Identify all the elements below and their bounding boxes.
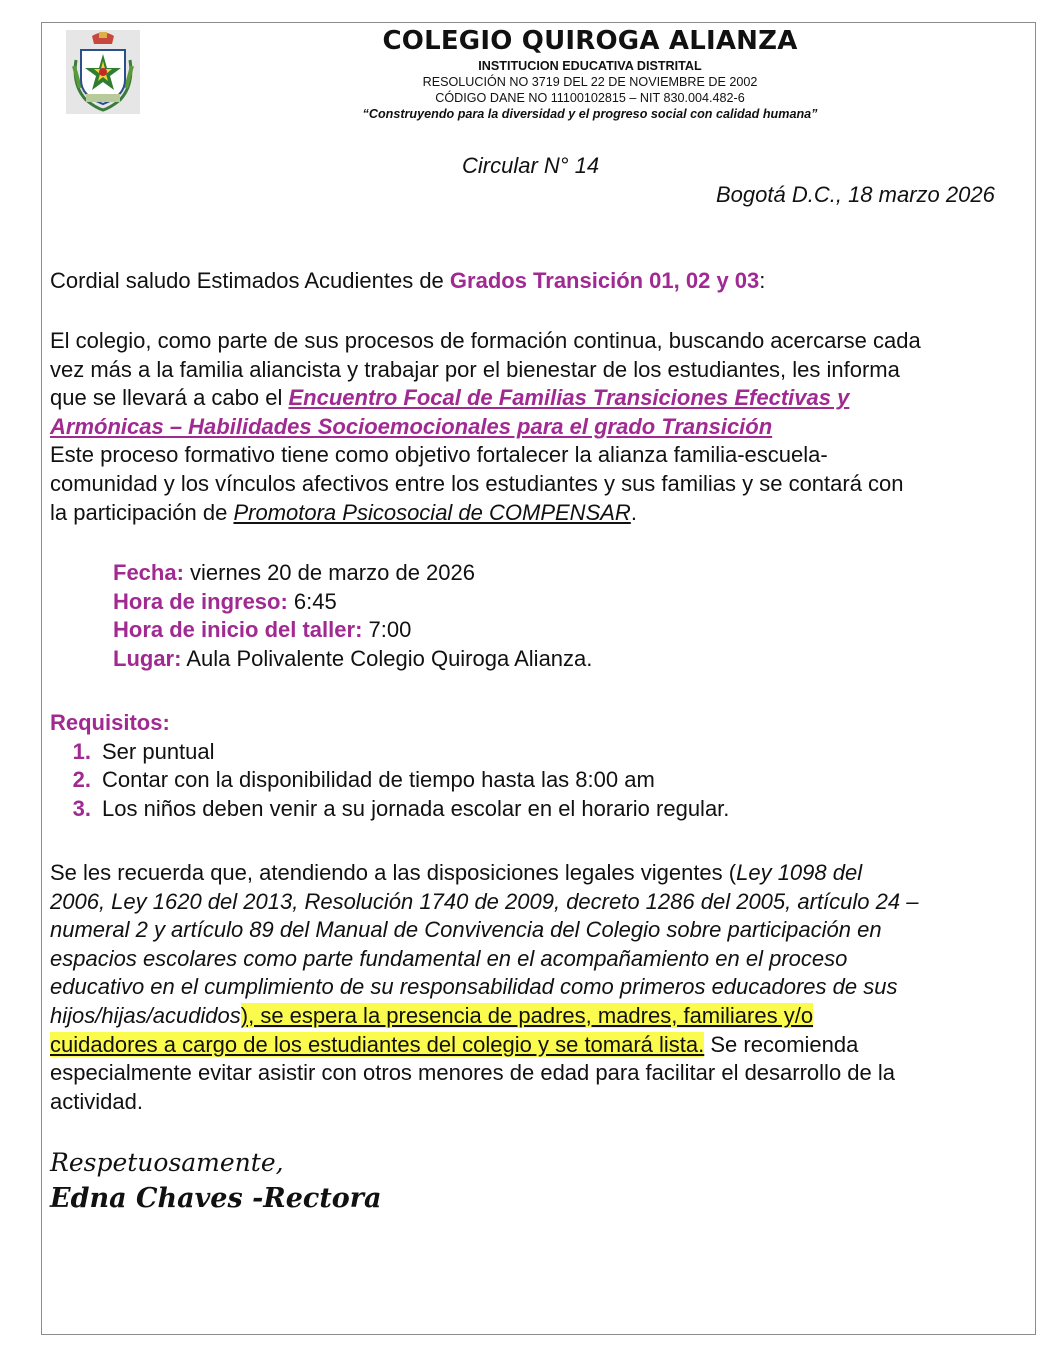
detail-row [113, 645, 1059, 674]
reminder-text: Se recomienda [704, 1031, 859, 1057]
legal-reference: espacios escolares como parte fundamental en el acompañamiento en el proceso [50, 945, 848, 971]
closing-salutation: Respetuosamente, [50, 1148, 284, 1177]
greeting-prefix: Cordial saludo Estimados Acudientes de [50, 268, 450, 293]
resolution-line: RESOLUCIÓN NO 3719 DEL 22 DE NOVIEMBRE DE 2002 [422, 75, 758, 89]
list-text: Los niños deben venir a su jornada escolar en el horario regular. [102, 795, 730, 821]
reminder-text: Se les recuerda que, atendiendo a las disposiciones legales vigentes ( [50, 860, 737, 885]
promotora-name: Promotora Psicosocial de COMPENSAR [233, 499, 631, 525]
legal-reference: numeral 2 y artículo 89 del Manual de Convivencia del Colegio sobre participación en [50, 917, 882, 943]
greeting [50, 267, 1035, 296]
list-text: Contar con la disponibilidad de tiempo hasta las 8:00 am [102, 767, 655, 793]
requirements-title: Requisitos: [50, 710, 170, 735]
list-number: 2. [72, 767, 91, 793]
intro-line: vez más a la familia aliancista y trabajar por el bienestar de los estudiantes, les informa [50, 356, 900, 382]
legal-reference: educativo en el cumplimiento de su responsabilidad como primeros educadores de sus [50, 974, 898, 1000]
intro-period: . [630, 499, 637, 525]
signatory-name: Edna Chaves -Rectora [50, 1183, 382, 1214]
list-text: Ser puntual [102, 738, 215, 764]
school-motto: “Construyendo para la diversidad y el progreso social con calidad humana” [362, 107, 818, 121]
intro-line: Este proceso formativo tiene como objetivo fortalecer la alianza familia-escuela- [50, 442, 828, 468]
circular-number: Circular N° 14 [462, 153, 600, 178]
list-number: 3. [72, 795, 91, 821]
detail-label: Hora de inicio del taller: [113, 617, 363, 643]
greeting-suffix: : [759, 268, 766, 293]
page-border [41, 22, 1036, 1335]
intro-line: comunidad y los vínculos afectivos entre los estudiantes y sus familias y se contará con [50, 470, 904, 496]
requirements-section [50, 709, 1035, 823]
intro-line: que se llevará a cabo el [50, 385, 289, 411]
list-item [50, 738, 1035, 767]
highlighted-text: cuidadores a cargo de los estudiantes del colegio y se tomará lista. [50, 1031, 705, 1057]
detail-value: 7:00 [362, 617, 412, 643]
greeting-grades: Grados Transición 01, 02 y 03 [449, 268, 760, 293]
detail-row [113, 616, 1059, 645]
detail-value: viernes 20 de marzo de 2026 [183, 560, 475, 585]
detail-label: Fecha: [113, 560, 184, 585]
detail-label: Lugar: [113, 645, 182, 671]
circular-date: Bogotá D.C., 18 marzo 2026 [716, 182, 995, 207]
reminder-text: especialmente evitar asistir con otros menores de edad para facilitar el desarrollo de la [50, 1060, 895, 1086]
detail-value: 6:45 [287, 588, 337, 614]
legal-reference: hijos/hijas/acudidos [50, 1002, 241, 1028]
event-details [113, 559, 1059, 673]
school-name: COLEGIO QUIROGA ALIANZA [382, 26, 798, 56]
intro-line: El colegio, como parte de sus procesos de formación continua, buscando acercarse cada [50, 328, 921, 353]
event-title-link: Armónicas – Habilidades Socioemocionales para el grado Transición [50, 413, 773, 439]
institution-type: INSTITUCION EDUCATIVA DISTRITAL [478, 59, 702, 73]
legal-reference: 2006, Ley 1620 del 2013, Resolución 1740 de 2009, decreto 1286 del 2005, artículo 24 – [50, 888, 919, 914]
detail-label: Hora de ingreso: [113, 588, 288, 614]
list-item [50, 795, 1035, 824]
legal-reference: Ley 1098 del [736, 860, 863, 885]
school-crest-logo [66, 30, 140, 114]
event-title-link: Encuentro Focal de Familias Transiciones Efectivas y [288, 385, 850, 411]
list-number: 1. [72, 738, 91, 764]
detail-row [113, 559, 1059, 588]
highlighted-text: ), se espera la presencia de padres, madres, familiares y/o [240, 1002, 814, 1028]
detail-row [113, 588, 1059, 617]
letterhead [300, 24, 880, 122]
detail-value: Aula Polivalente Colegio Quiroga Alianza. [181, 645, 593, 671]
dane-nit-line: CÓDIGO DANE NO 11100102815 – NIT 830.004.482-6 [435, 91, 745, 105]
intro-line: la participación de [50, 499, 234, 525]
list-item [50, 766, 1035, 795]
intro-paragraph [50, 327, 1035, 527]
reminder-paragraph [50, 859, 1035, 1116]
reminder-text: actividad. [50, 1088, 143, 1114]
